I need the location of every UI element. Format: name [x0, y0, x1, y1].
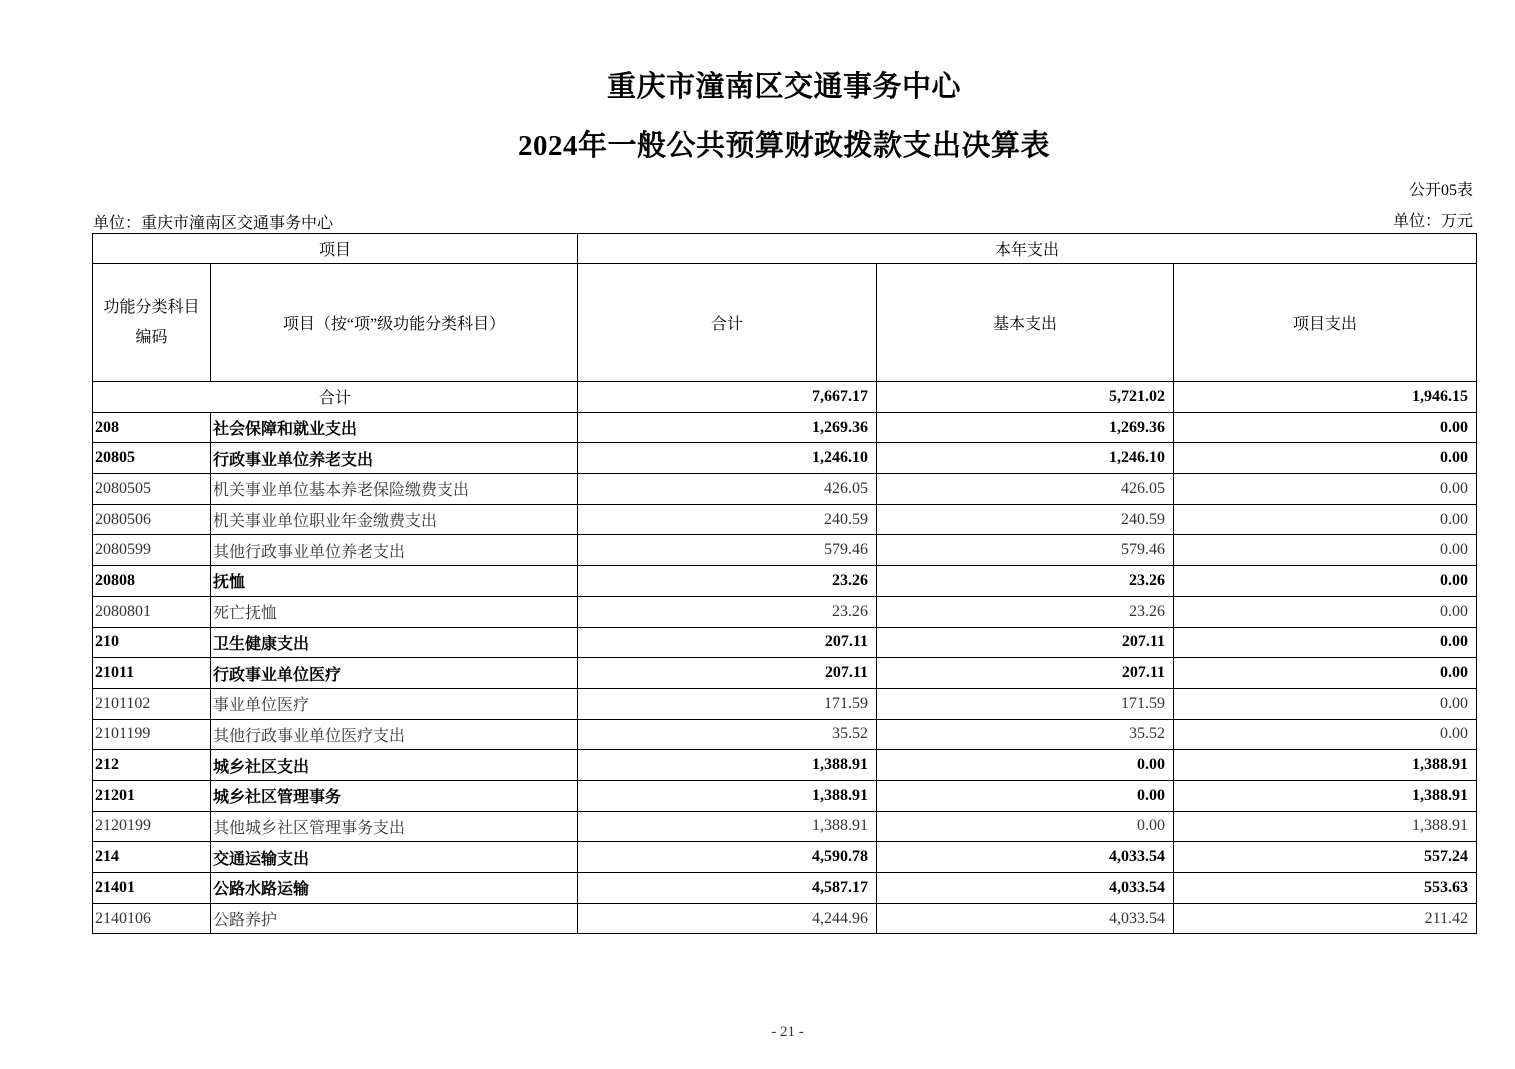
name-cell: 城乡社区支出: [211, 750, 578, 781]
code-cell: 20808: [93, 566, 211, 597]
project-cell: 0.00: [1174, 688, 1477, 719]
total-basic: 5,721.02: [877, 382, 1174, 413]
total-cell: 240.59: [578, 504, 877, 535]
project-cell: 557.24: [1174, 842, 1477, 873]
total-cell: 1,388.91: [578, 750, 877, 781]
table-row: [93, 412, 1477, 443]
name-cell: 其他城乡社区管理事务支出: [211, 811, 578, 842]
project-cell: 0.00: [1174, 443, 1477, 474]
unit-organization: 单位：重庆市潼南区交通事务中心: [93, 215, 334, 232]
document-title: 重庆市潼南区交通事务中心: [606, 71, 961, 103]
total-cell: 207.11: [578, 658, 877, 689]
total-cell: 35.52: [578, 719, 877, 750]
total-cell: 1,269.36: [578, 412, 877, 443]
code-cell: 2101102: [93, 688, 211, 719]
total-cell: 23.26: [578, 596, 877, 627]
project-cell: 0.00: [1174, 566, 1477, 597]
code-cell: 210: [93, 627, 211, 658]
project-cell: 0.00: [1174, 504, 1477, 535]
total-cell: 4,587.17: [578, 873, 877, 904]
basic-cell: 426.05: [877, 474, 1174, 505]
header-total: 合计: [578, 264, 877, 382]
project-cell: 0.00: [1174, 474, 1477, 505]
basic-cell: 579.46: [877, 535, 1174, 566]
total-cell: 579.46: [578, 535, 877, 566]
project-cell: 0.00: [1174, 596, 1477, 627]
table-row: [93, 780, 1477, 811]
name-cell: 公路养护: [211, 903, 578, 934]
code-cell: 2080505: [93, 474, 211, 505]
table-row: [93, 842, 1477, 873]
project-cell: 553.63: [1174, 873, 1477, 904]
name-cell: 卫生健康支出: [211, 627, 578, 658]
basic-cell: 0.00: [877, 780, 1174, 811]
table-row: [93, 596, 1477, 627]
total-cell: 426.05: [578, 474, 877, 505]
name-cell: 其他行政事业单位医疗支出: [211, 719, 578, 750]
name-cell: 机关事业单位职业年金缴费支出: [211, 504, 578, 535]
basic-cell: 1,269.36: [877, 412, 1174, 443]
total-cell: 1,388.91: [578, 811, 877, 842]
code-cell: 2080506: [93, 504, 211, 535]
code-cell: 21401: [93, 873, 211, 904]
table-row: [93, 903, 1477, 934]
basic-cell: 0.00: [877, 811, 1174, 842]
table-row: [93, 658, 1477, 689]
basic-cell: 1,246.10: [877, 443, 1174, 474]
code-cell: 21201: [93, 780, 211, 811]
table-row: [93, 504, 1477, 535]
table-row: [93, 535, 1477, 566]
table-row: [93, 719, 1477, 750]
basic-cell: 23.26: [877, 566, 1174, 597]
project-cell: 1,388.91: [1174, 780, 1477, 811]
unit-currency: 单位：万元: [1392, 213, 1473, 230]
basic-cell: 4,033.54: [877, 903, 1174, 934]
name-cell: 行政事业单位医疗: [211, 658, 578, 689]
header-current-year: 本年支出: [578, 234, 1477, 264]
table-row: [93, 750, 1477, 781]
basic-cell: 4,033.54: [877, 873, 1174, 904]
table-row: [93, 474, 1477, 505]
total-cell: 171.59: [578, 688, 877, 719]
name-cell: 死亡抚恤: [211, 596, 578, 627]
basic-cell: 207.11: [877, 627, 1174, 658]
table-row: [93, 566, 1477, 597]
name-cell: 事业单位医疗: [211, 688, 578, 719]
total-label: 合计: [93, 382, 578, 413]
header-code: 功能分类科目编码: [93, 264, 211, 382]
code-cell: 2120199: [93, 811, 211, 842]
table-row: [93, 627, 1477, 658]
name-cell: 交通运输支出: [211, 842, 578, 873]
code-cell: 2080599: [93, 535, 211, 566]
total-cell: 23.26: [578, 566, 877, 597]
name-cell: 其他行政事业单位养老支出: [211, 535, 578, 566]
basic-cell: 35.52: [877, 719, 1174, 750]
basic-cell: 0.00: [877, 750, 1174, 781]
code-cell: 2080801: [93, 596, 211, 627]
project-cell: 0.00: [1174, 412, 1477, 443]
header-project: 项目支出: [1174, 264, 1477, 382]
code-cell: 208: [93, 412, 211, 443]
name-cell: 公路水路运输: [211, 873, 578, 904]
total-project: 1,946.15: [1174, 382, 1477, 413]
table-row: [93, 443, 1477, 474]
table-row: [93, 873, 1477, 904]
project-cell: 0.00: [1174, 535, 1477, 566]
project-cell: 0.00: [1174, 658, 1477, 689]
name-cell: 抚恤: [211, 566, 578, 597]
project-cell: 1,388.91: [1174, 811, 1477, 842]
table-row: [93, 688, 1477, 719]
name-cell: 机关事业单位基本养老保险缴费支出: [211, 474, 578, 505]
code-cell: 2140106: [93, 903, 211, 934]
form-number: 公开05表: [1408, 182, 1473, 199]
basic-cell: 23.26: [877, 596, 1174, 627]
expenditure-table: [92, 233, 1477, 934]
basic-cell: 4,033.54: [877, 842, 1174, 873]
table-row: [93, 811, 1477, 842]
total-cell: 207.11: [578, 627, 877, 658]
code-cell: 214: [93, 842, 211, 873]
project-cell: 0.00: [1174, 627, 1477, 658]
project-cell: 1,388.91: [1174, 750, 1477, 781]
document-subtitle: 2024年一般公共预算财政拨款支出决算表: [517, 130, 1050, 162]
basic-cell: 240.59: [877, 504, 1174, 535]
basic-cell: 207.11: [877, 658, 1174, 689]
basic-cell: 171.59: [877, 688, 1174, 719]
header-item: 项目: [93, 234, 578, 264]
total-amount: 7,667.17: [578, 382, 877, 413]
name-cell: 城乡社区管理事务: [211, 780, 578, 811]
code-cell: 2101199: [93, 719, 211, 750]
total-cell: 4,590.78: [578, 842, 877, 873]
code-cell: 212: [93, 750, 211, 781]
total-cell: 1,246.10: [578, 443, 877, 474]
total-cell: 1,388.91: [578, 780, 877, 811]
code-cell: 21011: [93, 658, 211, 689]
page-number: - 21 -: [771, 1024, 804, 1040]
name-cell: 社会保障和就业支出: [211, 412, 578, 443]
total-row: [93, 382, 1477, 413]
total-cell: 4,244.96: [578, 903, 877, 934]
project-cell: 211.42: [1174, 903, 1477, 934]
header-name: 项目（按“项”级功能分类科目）: [211, 264, 578, 382]
project-cell: 0.00: [1174, 719, 1477, 750]
header-basic: 基本支出: [877, 264, 1174, 382]
code-cell: 20805: [93, 443, 211, 474]
name-cell: 行政事业单位养老支出: [211, 443, 578, 474]
